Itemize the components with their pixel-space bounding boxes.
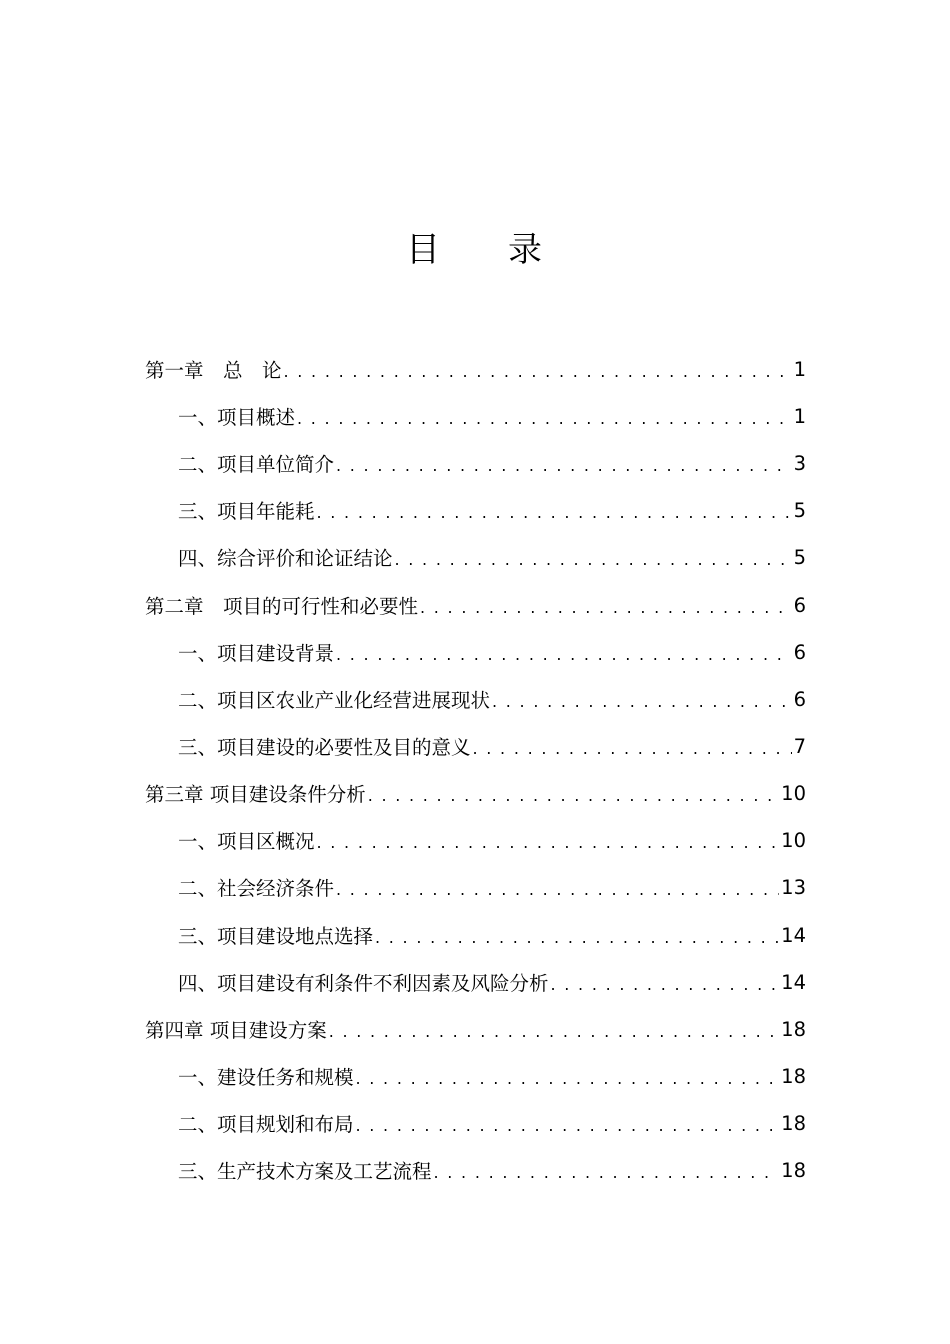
- toc-entry-label: 二、项目规划和布局: [178, 1113, 354, 1136]
- toc-entry-page: 5: [793, 545, 806, 569]
- toc-entry-label: 四、综合评价和论证结论: [178, 547, 393, 570]
- toc-entry-label: 四、项目建设有利条件不利因素及风险分析: [178, 972, 549, 995]
- toc-dot-leader: [297, 406, 792, 426]
- toc-dot-leader: [284, 359, 792, 379]
- toc-entry-page: 13: [781, 875, 806, 899]
- toc-entry-label: 第三章 项目建设条件分析: [145, 783, 366, 806]
- toc-dot-leader: [395, 547, 792, 567]
- toc-entry-page: 1: [793, 357, 806, 381]
- toc-dot-leader: [356, 1113, 780, 1133]
- page-title: [0, 220, 950, 280]
- toc-entry-chapter-2[interactable]: [145, 585, 806, 625]
- toc-dot-leader: [336, 453, 792, 473]
- toc-entry-label: 一、建设任务和规模: [178, 1066, 354, 1089]
- toc-entry-page: 6: [793, 687, 806, 711]
- toc-entry-section[interactable]: [178, 726, 806, 766]
- toc-entry-page: 1: [793, 404, 806, 428]
- toc-dot-leader: [551, 972, 780, 992]
- toc-entry-section[interactable]: [178, 867, 806, 907]
- toc-entry-section[interactable]: [178, 537, 806, 577]
- toc-entry-section[interactable]: [178, 443, 806, 483]
- toc-entry-label: 二、项目单位简介: [178, 453, 335, 476]
- toc-entry-label: 二、项目区农业产业化经营进展现状: [178, 689, 491, 712]
- toc-entry-label: 第二章 项目的可行性和必要性: [145, 595, 419, 618]
- toc-entry-page: 5: [793, 498, 806, 522]
- toc-entry-chapter-4[interactable]: [145, 1009, 806, 1049]
- toc-entry-page: 18: [781, 1158, 806, 1182]
- toc-entry-page: 18: [781, 1064, 806, 1088]
- toc-entry-page: 14: [781, 923, 806, 947]
- toc-entry-page: 10: [781, 781, 806, 805]
- toc-dot-leader: [473, 736, 792, 756]
- toc-entry-page: 6: [793, 593, 806, 617]
- toc-entry-section[interactable]: [178, 632, 806, 672]
- toc-entry-section[interactable]: [178, 679, 806, 719]
- toc-entry-label: 三、生产技术方案及工艺流程: [178, 1160, 432, 1183]
- toc-entry-label: 二、社会经济条件: [178, 877, 335, 900]
- toc-entry-section[interactable]: [178, 396, 806, 436]
- toc-entry-chapter-3[interactable]: [145, 773, 806, 813]
- toc-entry-section[interactable]: [178, 962, 806, 1002]
- toc-entry-section[interactable]: [178, 1150, 806, 1190]
- toc-dot-leader: [492, 689, 792, 709]
- toc-dot-leader: [434, 1160, 780, 1180]
- toc-entry-chapter-1[interactable]: [145, 349, 806, 389]
- toc-entry-page: 18: [781, 1017, 806, 1041]
- toc-dot-leader: [420, 595, 792, 615]
- toc-dot-leader: [375, 925, 779, 945]
- toc-entry-label: 一、项目区概况: [178, 830, 315, 853]
- toc-entry-section[interactable]: [178, 820, 806, 860]
- toc-entry-label: 三、项目建设地点选择: [178, 925, 374, 948]
- toc-entry-label: 第四章 项目建设方案: [145, 1019, 327, 1042]
- toc-entry-section[interactable]: [178, 1056, 806, 1096]
- toc-entry-label: 一、项目建设背景: [178, 642, 335, 665]
- toc-entry-page: 10: [781, 828, 806, 852]
- toc-entry-page: 7: [793, 734, 806, 758]
- toc-entry-label: 三、项目建设的必要性及目的意义: [178, 736, 471, 759]
- title-char-2: 录: [508, 230, 544, 270]
- toc-entry-section[interactable]: [178, 490, 806, 530]
- toc-entry-label: 第一章 总 论: [145, 359, 282, 382]
- toc-entry-label: 一、项目概述: [178, 406, 296, 429]
- toc-entry-label: 三、项目年能耗: [178, 500, 315, 523]
- toc-dot-leader: [356, 1066, 780, 1086]
- toc-dot-leader: [336, 877, 779, 897]
- toc-dot-leader: [329, 1019, 779, 1039]
- toc-entry-page: 6: [793, 640, 806, 664]
- toc-entry-page: 3: [793, 451, 806, 475]
- toc-entry-page: 14: [781, 970, 806, 994]
- title-char-1: 目: [406, 230, 442, 270]
- toc-dot-leader: [368, 783, 779, 803]
- toc-dot-leader: [336, 642, 792, 662]
- toc-entry-section[interactable]: [178, 915, 806, 955]
- toc-entry-section[interactable]: [178, 1103, 806, 1143]
- toc-dot-leader: [317, 830, 780, 850]
- toc-dot-leader: [317, 500, 792, 520]
- toc-entry-page: 18: [781, 1111, 806, 1135]
